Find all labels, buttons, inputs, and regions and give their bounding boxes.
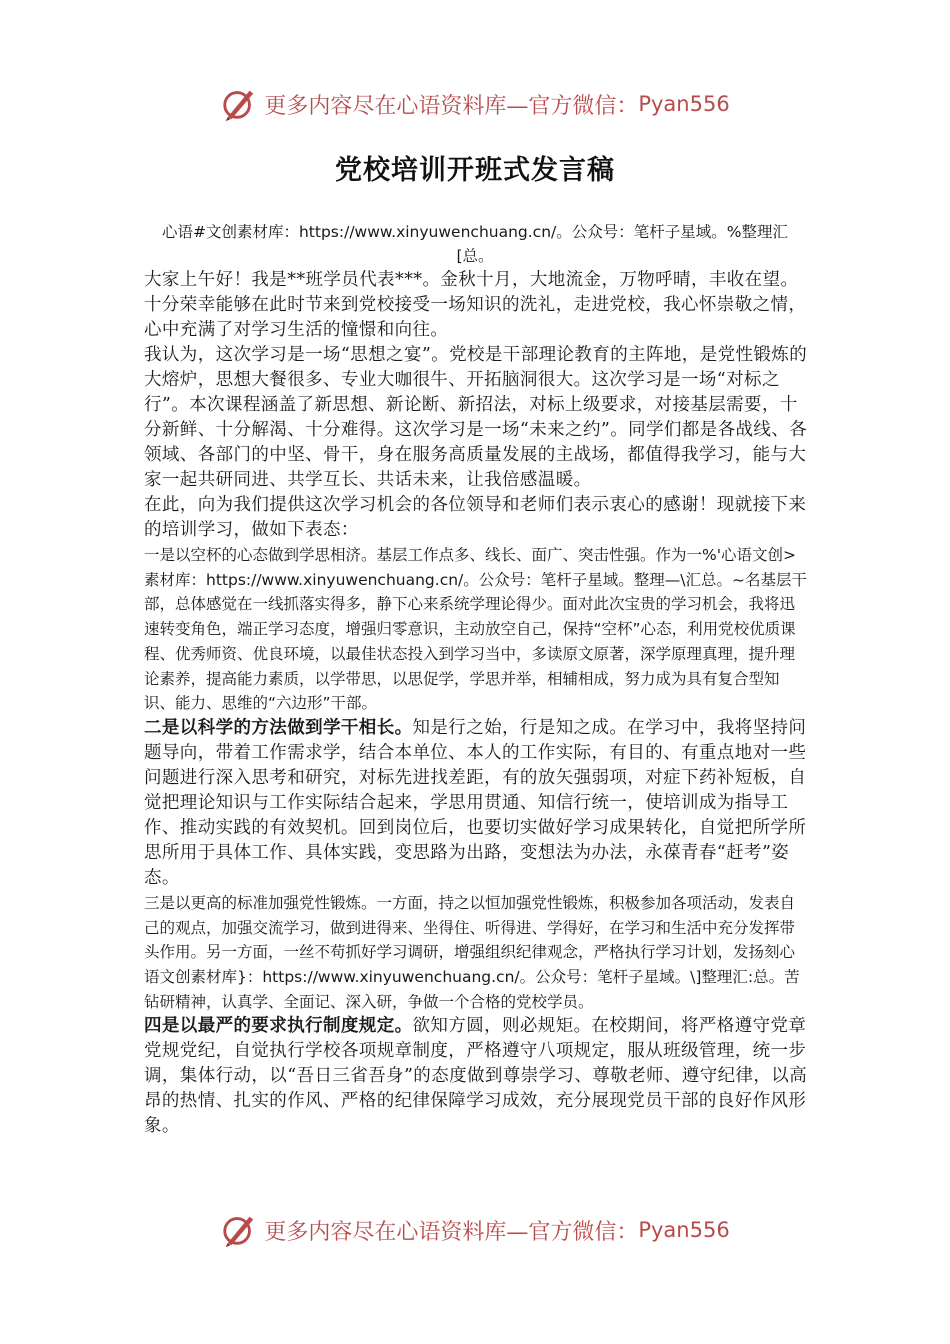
banner-text: 更多内容尽在心语资料库—官方微信： <box>264 93 639 119</box>
paragraph-text: 一是以空杯的心态做到学思相济。基层工作点多、线长、面广、突击性强。作为一%'心语文创>素材库：https://www.xinyuwenchuang.cn/。公众号：笔杆子星域。整理—\汇总。~名基层干部，总体感觉在一线抓落实得多，静下心来系统学理论得少。面对此次宝贵的学习机会，我将迅速转变角色，端正学习态度，增强归零意识，主动放空自己，保持“空杯”心态，利用党校优质课程、优秀师资、优良环境，以最佳状态投入到学习当中，多读原文原著，深学原理真理，提升理论素养，提高能力素质，以学带思，以思促学，学思并举，相辅相成，努力成为具有复合型知识、能力、思维的“六边形”干部。 <box>144 546 807 713</box>
pen-circle-logo-icon <box>220 85 258 123</box>
pen-circle-logo-icon <box>220 1211 258 1249</box>
paragraph-point-four <box>144 1014 810 1139</box>
source-line: 心语#文创素材库：https://www.xinyuwenchuang.cn/。公众号：笔杆子星域。%整理汇[总。 <box>162 223 788 265</box>
paragraph-thanks <box>144 493 810 543</box>
document-body <box>144 268 810 1139</box>
paragraph-point-one <box>144 543 810 716</box>
paragraph-opinion <box>144 343 810 493</box>
paragraph-lead: 四是以最严的要求执行制度规定。 <box>144 1016 413 1037</box>
bottom-banner <box>0 1208 950 1252</box>
paragraph-text: 三是以更高的标准加强党性锻炼。一方面，持之以恒加强党性锻炼，积极参加各项活动，发表自己的观点，加强交流学习，做到进得来、坐得住、听得进、学得好，在学习和生活中充分发挥带头作用。另一方面，一丝不苟抓好学习调研，增强组织纪律观念，严格执行学习计划，发扬刻心语文创素材库}：https://www.xinyuwenchuang.cn/。公众号：笔杆子星域。\]整理汇:总。苦钻研精神，认真学、全面记、深入研，争做一个合格的党校学员。 <box>144 893 800 1011</box>
paragraph-text: 在此，向为我们提供这次学习机会的各位领导和老师们表示衷心的感谢！现就接下来的培训学习，做如下表态： <box>144 495 807 540</box>
paragraph-greeting <box>144 268 810 343</box>
paragraph-text: 知是行之始，行是知之成。在学习中，我将坚持问题导向，带着工作需求学，结合本单位、本人的工作实际，有目的、有重点地对一些问题进行深入思考和研究，对标先进找差距，有的放矢强弱项，对症下药补短板，自觉把理论知识与工作实际结合起来，学思用贯通、知信行统一，使培训成为指导工作、推动实践的有效契机。回到岗位后，也要切实做好学习成果转化，自觉把所学所思所用于具体工作、具体实践，变思路为出路，变想法为办法，永葆青春“赶考”姿态。 <box>144 717 807 888</box>
paragraph-text: 我认为，这次学习是一场“思想之宴”。党校是干部理论教育的主阵地，是党性锻炼的大熔炉，思想大餐很多、专业大咖很牛、开拓脑洞很大。这次学习是一场“对标之行”。本次课程涵盖了新思想、新论断、新招法，对标上级要求，对接基层需要，十分新鲜、十分解渴、十分难得。这次学习是一场“未来之约”。同学们都是各战线、各领域、各部门的中坚、骨干，身在服务高质量发展的主战场，都值得我学习，能与大家一起共研同进、共学互长、共话未来，让我倍感温暖。 <box>144 345 808 490</box>
banner-wechat-id: Pyan556 <box>638 92 730 116</box>
paragraph-point-three <box>144 891 810 1015</box>
page-title: 党校培训开班式发言稿 <box>335 155 615 186</box>
banner-text: 更多内容尽在心语资料库—官方微信： <box>264 1219 639 1245</box>
paragraph-point-two <box>144 716 810 891</box>
top-banner <box>0 82 950 126</box>
paragraph-text: 欲知方圆，则必规矩。在校期间，将严格遵守党章党规党纪，自觉执行学校各项规章制度，严格遵守八项规定，服从班级管理，统一步调，集体行动，以“吾日三省吾身”的态度做到尊崇学习、尊敬老师、遵守纪律，以高昂的热情、扎实的作风、严格的纪律保障学习成效，充分展现党员干部的良好作风形象。 <box>144 1016 808 1137</box>
banner-wechat-id: Pyan556 <box>638 1218 730 1242</box>
paragraph-lead: 二是以科学的方法做到学干相长。 <box>144 717 413 738</box>
paragraph-text: 大家上午好！我是**班学员代表***。金秋十月，大地流金，万物呼晴，丰收在望。十分荣幸能够在此时节来到党校接受一场知识的洗礼，走进党校，我心怀崇敬之情，心中充满了对学习生活的憧憬和向往。 <box>144 270 807 340</box>
